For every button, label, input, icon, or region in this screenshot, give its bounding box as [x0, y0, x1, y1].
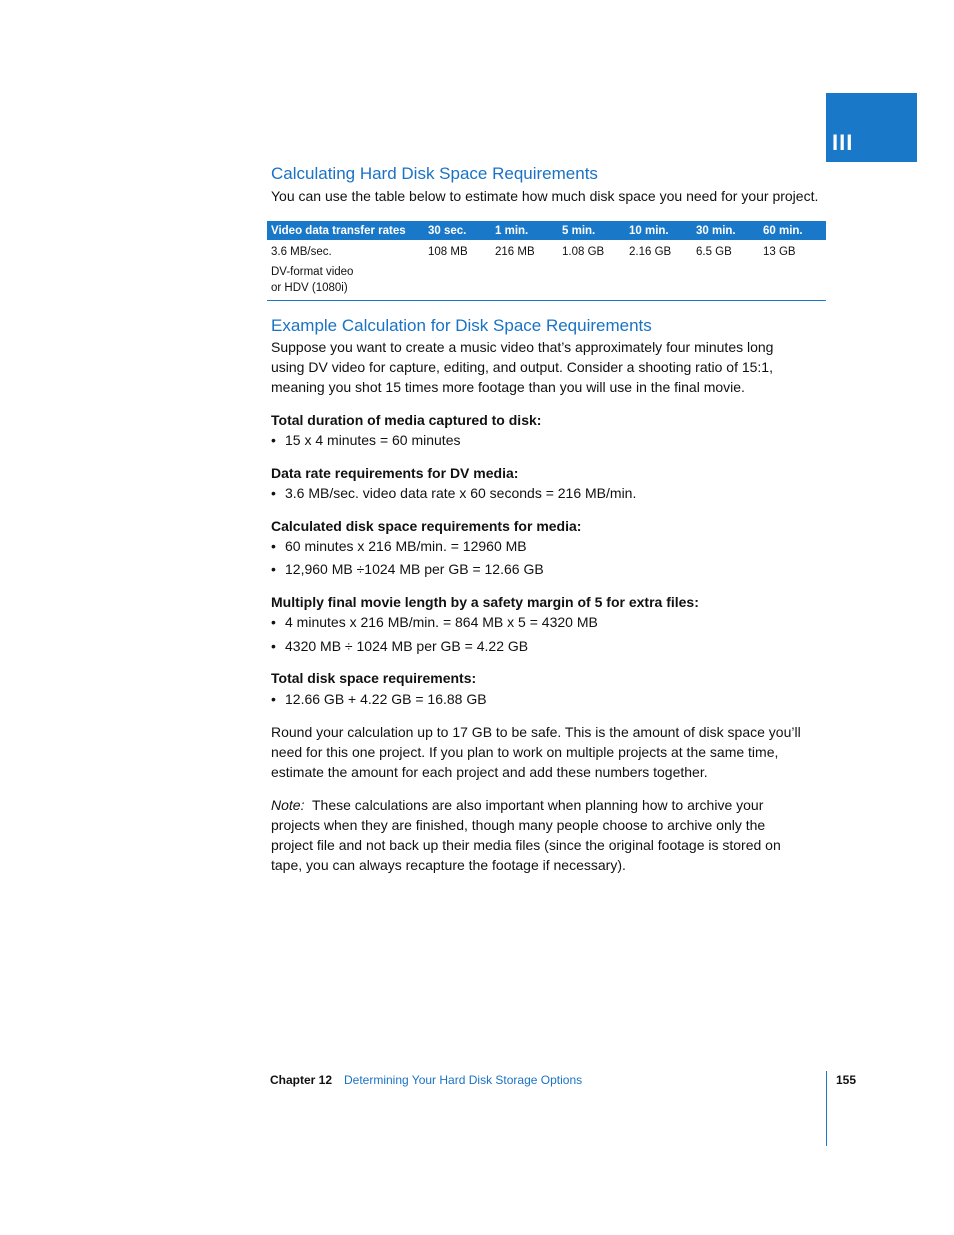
chapter-tab — [826, 93, 917, 162]
footer-chapter: Chapter 12 — [270, 1073, 333, 1087]
section-heading-example: Example Calculation for Disk Space Requirements — [271, 316, 652, 335]
step-label-duration: Total duration of media captured to disk: — [271, 412, 542, 428]
page-number: 155 — [836, 1073, 857, 1087]
note-label: Note: — [271, 797, 305, 813]
step-bullet-text: 12.66 GB + 4.22 GB = 16.88 GB — [285, 691, 487, 707]
section-intro: You can use the table below to estimate how much disk space you need for your project. — [271, 188, 819, 204]
table-cell: 216 MB — [491, 240, 558, 301]
table-header: Video data transfer rates — [267, 221, 424, 240]
round-paragraph-line: estimate the amount for each project and add these numbers together. — [271, 764, 708, 780]
step-bullet: • 12,960 MB ÷1024 MB per GB = 12.66 GB — [271, 561, 544, 577]
note-line: project file and not back up their media files (since the original footage is stored on — [271, 837, 781, 853]
table-cell: 108 MB — [424, 240, 491, 301]
step-label-calculated: Calculated disk space requirements for media: — [271, 518, 582, 534]
step-bullet-text: 15 x 4 minutes = 60 minutes — [285, 432, 461, 448]
step-label-data-rate: Data rate requirements for DV media: — [271, 465, 519, 481]
table-header: 10 min. — [625, 221, 692, 240]
table-header: 1 min. — [491, 221, 558, 240]
rate-note-1: DV-format video — [271, 266, 354, 278]
step-bullet: • 4320 MB ÷ 1024 MB per GB = 4.22 GB — [271, 638, 529, 654]
rate-value: 3.6 MB/sec. — [271, 246, 332, 258]
example-intro-line: Suppose you want to create a music video that’s approximately four minutes long — [271, 339, 774, 355]
step-label-multiply: Multiply final movie length by a safety margin of 5 for extra files: — [271, 594, 699, 610]
step-bullet: • 3.6 MB/sec. video data rate x 60 seconds = 216 MB/min. — [271, 485, 637, 501]
footer-chapter-title[interactable]: Determining Your Hard Disk Storage Options — [344, 1073, 583, 1087]
table-cell: 2.16 GB — [625, 240, 692, 301]
table-header: 30 sec. — [424, 221, 491, 240]
disk-space-table — [267, 221, 826, 301]
step-bullet-text: 4 minutes x 216 MB/min. = 864 MB x 5 = 4320 MB — [285, 614, 598, 630]
rate-note-2: or HDV (1080i) — [271, 282, 348, 294]
note-line: tape, you can always recapture the footage if necessary). — [271, 857, 626, 873]
table-cell: 6.5 GB — [692, 240, 759, 301]
step-bullet-text: 12,960 MB ÷1024 MB per GB = 12.66 GB — [285, 561, 544, 577]
step-bullet: • 60 minutes x 216 MB/min. = 12960 MB — [271, 538, 527, 554]
step-bullet: • 15 x 4 minutes = 60 minutes — [271, 432, 461, 448]
note-line: projects when they are finished, though many people choose to archive only the — [271, 817, 766, 833]
table-row — [267, 240, 826, 301]
step-bullet: • 12.66 GB + 4.22 GB = 16.88 GB — [271, 691, 487, 707]
step-bullet-text: 3.6 MB/sec. video data rate x 60 seconds = 216 MB/min. — [285, 485, 637, 501]
example-intro-line: meaning you shot 15 times more footage than you will use in the final movie. — [271, 379, 745, 395]
step-bullet: • 4 minutes x 216 MB/min. = 864 MB x 5 = 4320 MB — [271, 614, 598, 630]
table-cell: 1.08 GB — [558, 240, 625, 301]
table-header: 30 min. — [692, 221, 759, 240]
step-label-total: Total disk space requirements: — [271, 670, 477, 686]
chapter-tab-label: III — [832, 130, 854, 155]
round-paragraph-line: need for this one project. If you plan to work on multiple projects at the same time, — [271, 744, 779, 760]
table-header: 60 min. — [759, 221, 826, 240]
note-text: These calculations are also important when planning how to archive your — [312, 797, 764, 813]
note-line — [271, 795, 831, 815]
table-header-row — [267, 221, 826, 240]
table-cell: 13 GB — [759, 240, 826, 301]
example-intro-line: using DV video for capture, editing, and output. Consider a shooting ratio of 15:1, — [271, 359, 773, 375]
step-bullet-text: 4320 MB ÷ 1024 MB per GB = 4.22 GB — [285, 638, 529, 654]
table-header: 5 min. — [558, 221, 625, 240]
step-bullet-text: 60 minutes x 216 MB/min. = 12960 MB — [285, 538, 527, 554]
round-paragraph-line: Round your calculation up to 17 GB to be safe. This is the amount of disk space you’ll — [271, 724, 801, 740]
table-cell-rate — [267, 240, 424, 301]
footer-divider — [826, 1071, 827, 1146]
section-heading-calculating: Calculating Hard Disk Space Requirements — [271, 164, 598, 183]
